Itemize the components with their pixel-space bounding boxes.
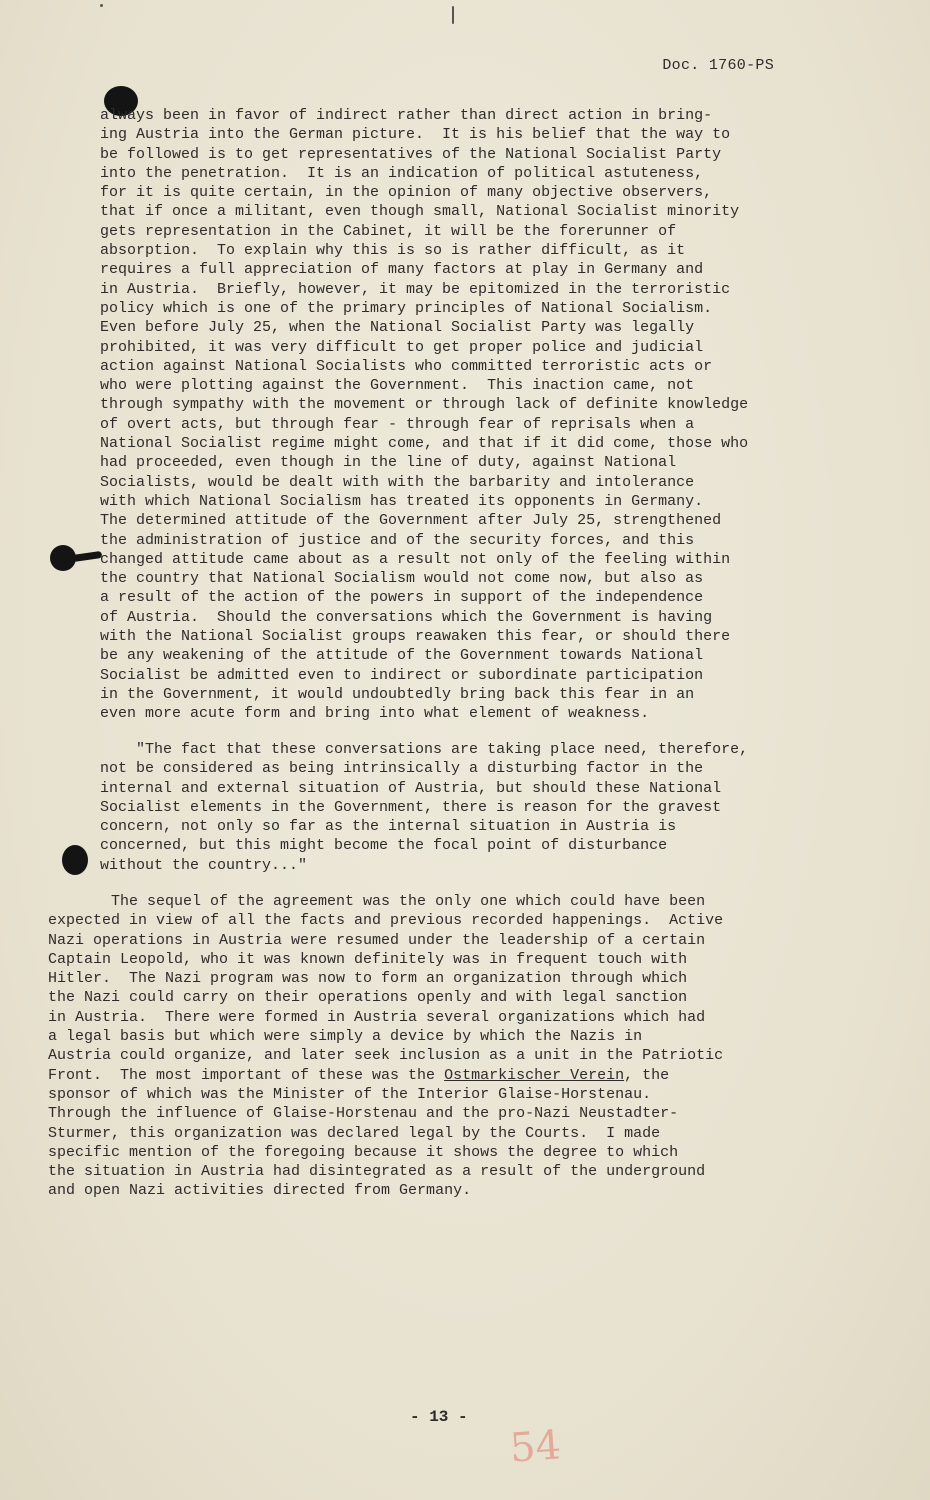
page-number: - 13 - [410, 1408, 468, 1426]
quoted-paragraph: "The fact that these conversations are taking place need, therefore, not be considered as being intrinsically a disturbing factor in the internal and external situation of Austria, but should these National Socialist elements in the Government, there is reason for the gravest concern, not only so far as the internal situation in Austria is concerned, but this might become the focal point of disturbance without the country..." [100, 741, 749, 874]
paragraph-3-text-start: The sequel of the agreement was the only one which could have been expected in view of all the facts and previous recorded happenings. Active Nazi operations in Austria were resumed under the leadership of a certain Captain Leopold, who it was known definitely was in frequent touch with Hitler. The Nazi program was now to form an organization through which the Nazi could carry on their operations openly and with legal sanction in Austria. There were formed in Austria several organizations which had a legal basis but which were simply a device by which the Nazis in Austria could organize, and later seek inclusion as a unit in the Patriotic Front. The most important of these was the [48, 893, 724, 1084]
document-reference: Doc. 1760-PS [662, 57, 774, 74]
punch-hole-lower [62, 845, 88, 875]
paper-mark [452, 6, 454, 24]
organization-name: Ostmarkischer Verein [444, 1066, 625, 1084]
paper-speck [100, 4, 103, 7]
paragraph-3 [48, 892, 723, 1201]
handwritten-stamp-number: 54 [508, 1422, 563, 1472]
punch-hole-tear [72, 551, 103, 562]
paragraph-3-text-end: , the sponsor of which was the Minister of the Interior Glaise-Horstenau. Through the influence of Glaise-Horstenau and the pro-Nazi Neustadter- Sturmer, this organization was declared legal by the Courts. I made specific mention of the foregoing because it shows the degree to which the situation in Austria had disintegrated as a result of the underground and open Nazi activities directed from Germany. [48, 1066, 706, 1200]
paragraph-1: always been in favor of indirect rather than direct action in bring- ing Austria into the German picture. It is his belief that the way to be followed is to get representatives of the National Socialist Party into the penetration. It is an indication of political astuteness, for it is quite certain, in the opinion of many objective observers, that if once a militant, even though small, National Socialist minority gets representation in the Cabinet, it will be the forerunner of absorption. To explain why this is so is rather difficult, as it requires a full appreciation of many factors at play in Germany and in Austria. Briefly, however, it may be epitomized in the terroristic policy which is one of the primary principles of National Socialism. Even before July 25, when the National Socialist Party was legally prohibited, it was very difficult to get proper police and judicial action against National Socialists who committed terroristic acts or who were plotting against the Government. This inaction came, not through sympathy with the movement or through lack of definite knowledge of overt acts, but through fear - through fear of reprisals when a National Socialist regime might come, and that if it did come, those who had proceeded, even though in the line of duty, against National Socialists, would be dealt with with the barbarity and intolerance with which National Socialism has treated its opponents in Germany. The determined attitude of the Government after July 25, strengthened the administration of justice and of the security forces, and this changed attitude came about as a result not only of the feeling within the country that National Socialism would not come now, but also as a result of the action of the powers in support of the independence of Austria. Should the conversations which the Government is having with the National Socialist groups reawaken this fear, or should there be any weakening of the attitude of the Government towards National Socialist be admitted even to indirect or subordinate participation in the Government, it would undoubtedly bring back this fear in an even more acute form and bring into what element of weakness. [100, 107, 749, 723]
